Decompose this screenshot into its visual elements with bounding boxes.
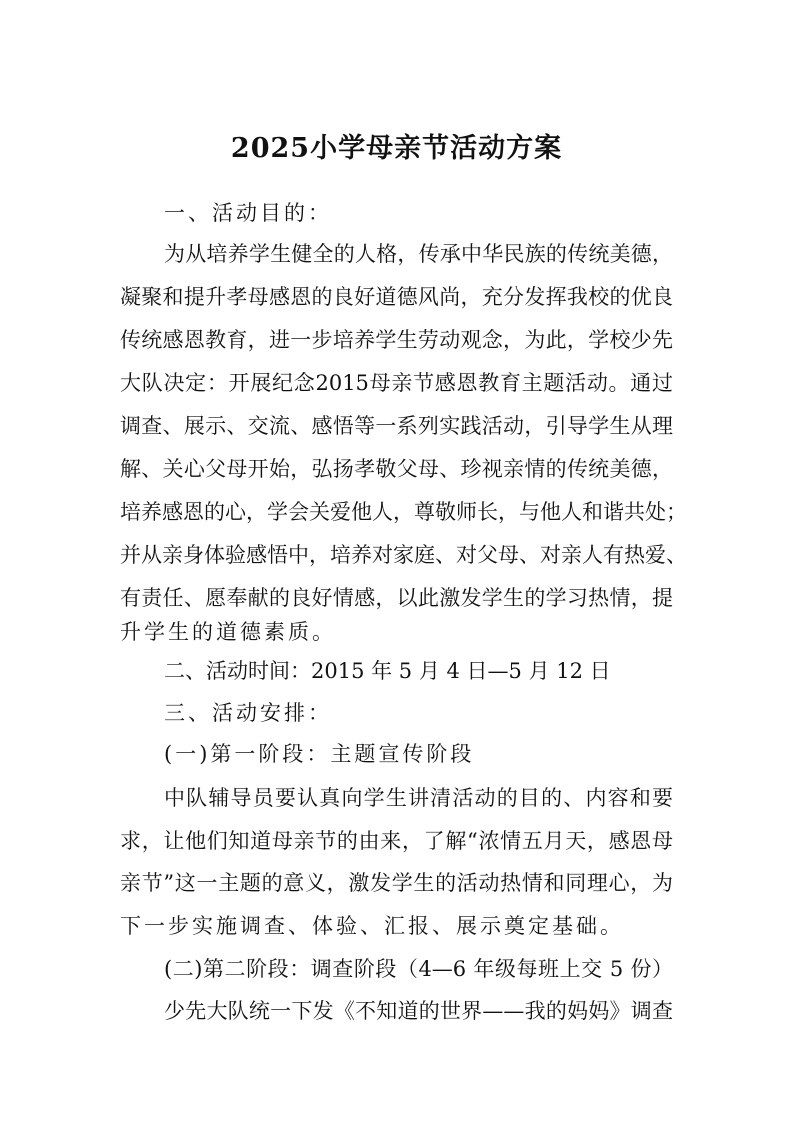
section-heading-time: 二、活动时间：2015 年 5 月 4 日—5 月 12 日 [164, 659, 611, 683]
document-title: 2025小学母亲节活动方案 [230, 133, 563, 164]
paragraph-line: 并从亲身体验感悟中，培养对家庭、对父母、对亲人有热爱、 [120, 543, 687, 567]
paragraph-line: 凝聚和提升孝母感恩的良好道德风尚，充分发挥我校的优良 [120, 285, 673, 309]
paragraph-line: 有责任、愿奉献的良好情感，以此激发学生的学习热情，提 [120, 586, 673, 610]
paragraph-line: 中队辅导员要认真向学生讲清活动的目的、内容和要 [164, 786, 673, 810]
paragraph-line: 解、关心父母开始，弘扬孝敬父母、珍视亲情的传统美德， [120, 457, 673, 481]
section-heading-arrangement: 三、活动安排： [164, 701, 332, 725]
paragraph-line: 求，让他们知道母亲节的由来，了解“浓情五月天，感恩母 [120, 829, 673, 853]
subsection-heading-stage-1: (一)第一阶段：主题宣传阶段 [164, 742, 475, 766]
section-heading-purpose: 一、活动目的： [164, 201, 332, 225]
paragraph-line: 少先大队统一下发《不知道的世界——我的妈妈》调查 [164, 999, 673, 1023]
subsection-heading-stage-2: (二)第二阶段：调查阶段（4—6 年级每班上交 5 份） [164, 957, 673, 981]
paragraph-line: 培养感恩的心，学会关爱他人，尊敬师长，与他人和谐共处； [120, 500, 687, 524]
paragraph-line: 亲节”这一主题的意义，激发学生的活动热情和同理心，为 [120, 871, 673, 895]
paragraph-line: 调查、展示、交流、感悟等一系列实践活动，引导学生从理 [120, 414, 673, 438]
paragraph-line: 大队决定：开展纪念2015母亲节感恩教育主题活动。通过 [120, 371, 673, 395]
paragraph-line: 升学生的道德素质。 [120, 620, 336, 644]
paragraph-line: 下一步实施调查、体验、汇报、展示奠定基础。 [120, 914, 624, 938]
paragraph-line: 传统感恩教育，进一步培养学生劳动观念，为此，学校少先 [120, 328, 673, 352]
paragraph-line: 为从培养学生健全的人格，传承中华民族的传统美德， [164, 242, 673, 266]
